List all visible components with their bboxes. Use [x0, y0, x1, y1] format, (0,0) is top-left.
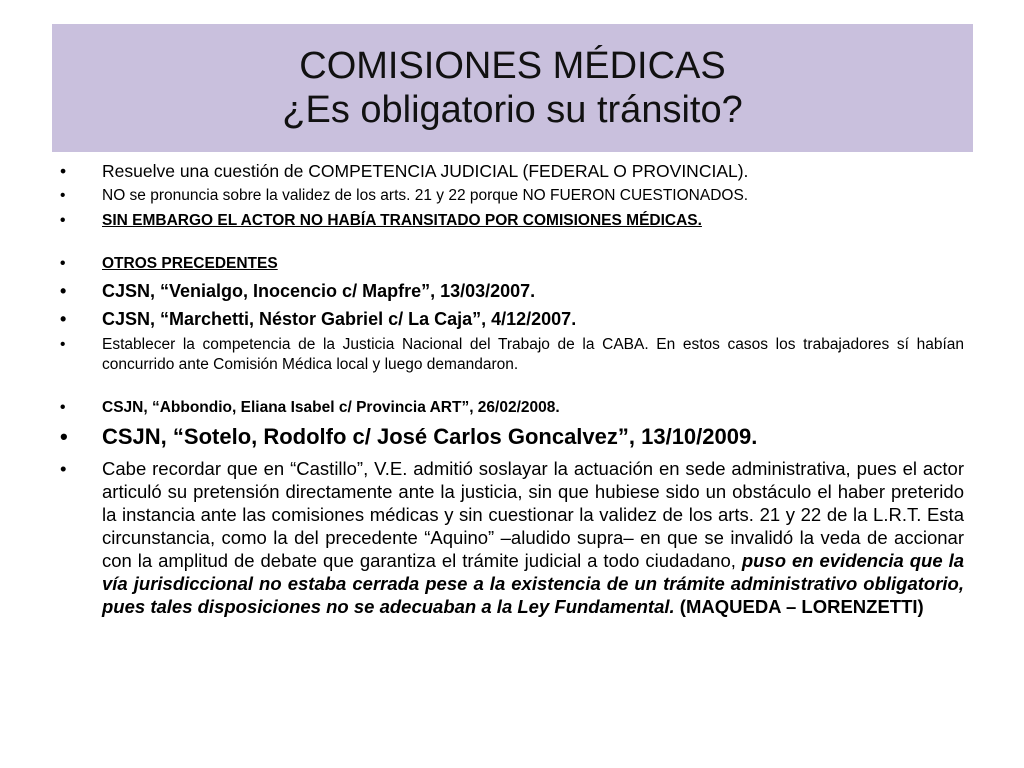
list-item-text: Resuelve una cuestión de COMPETENCIA JUDICIAL (FEDERAL O PROVINCIAL).: [102, 161, 749, 181]
bullet: •: [60, 255, 66, 272]
list-item: [60, 279, 964, 303]
list-item-text: SIN EMBARGO EL ACTOR NO HABÍA TRANSITADO POR COMISIONES MÉDICAS.: [102, 212, 702, 229]
paragraph-emphasis: puso en evidencia que la vía jurisdiccional no estaba cerrada pese a la existencia de un trámite administrativo obligatorio, pues tales disposiciones no se adecuaban a la Ley Fundamental.: [102, 550, 964, 617]
list-item-paragraph: [102, 457, 964, 618]
slide-subtitle: ¿Es obligatorio su tránsito?: [282, 89, 743, 131]
list-item-text: CJSN, “Venialgo, Inocencio c/ Mapfre”, 13/03/2007.: [102, 281, 536, 301]
bullet: •: [60, 399, 66, 416]
list-item: [60, 398, 964, 418]
bullet: •: [60, 281, 67, 301]
slide-content: [60, 160, 964, 618]
list-item-text: NO se pronuncia sobre la validez de los arts. 21 y 22 porque NO FUERON CUESTIONADOS.: [102, 187, 749, 204]
slide-title: COMISIONES MÉDICAS: [299, 45, 726, 87]
list-item: [60, 211, 964, 231]
bullet: •: [60, 187, 66, 204]
bullet: •: [60, 424, 68, 449]
list-item-text: CSJN, “Abbondio, Eliana Isabel c/ Provincia ART”, 26/02/2008.: [102, 399, 560, 416]
paragraph-text: Cabe recordar que en “Castillo”, V.E. admitió soslayar la actuación en sede administrativa, pues el actor articuló su pretensión directamente ante la justicia, sin que hubiese sido un obstáculo el haber preterido la instancia ante las comisiones médicas y sin cuestionar la validez de los arts. 21 y 22 de la L.R.T. Esta circunstancia, como la del precedente “Aquino” –aludido supra– en que se invalidó la veda de accionar con la amplitud de debate que garantiza el trámite judicial a todo ciudadano,: [102, 458, 964, 571]
list-item: [60, 335, 964, 375]
bullet: •: [60, 458, 67, 479]
list-item-text: CJSN, “Marchetti, Néstor Gabriel c/ La Caja”, 4/12/2007.: [102, 309, 577, 329]
list-item-text: Establecer la competencia de la Justicia Nacional del Trabajo de la CABA. En estos casos los trabajadores sí habían concurrido ante Comisión Médica local y luego demandaron.: [102, 336, 964, 373]
section-heading: OTROS PRECEDENTES: [102, 255, 278, 272]
bullet: •: [60, 161, 67, 181]
list-item: [60, 254, 964, 274]
list-item: [60, 423, 964, 451]
list-item: [60, 160, 964, 182]
list-item: [60, 307, 964, 331]
bullet: •: [60, 336, 66, 353]
bullet: •: [60, 309, 67, 329]
paragraph-authors: (MAQUEDA – LORENZETTI): [674, 596, 924, 617]
slide-title-box: [52, 24, 973, 152]
list-item-text: CSJN, “Sotelo, Rodolfo c/ José Carlos Goncalvez”, 13/10/2009.: [102, 424, 758, 449]
list-item: [60, 186, 964, 206]
list-item: [60, 457, 964, 618]
spacer: [60, 236, 964, 254]
bullet: •: [60, 212, 66, 229]
spacer: [60, 380, 964, 398]
